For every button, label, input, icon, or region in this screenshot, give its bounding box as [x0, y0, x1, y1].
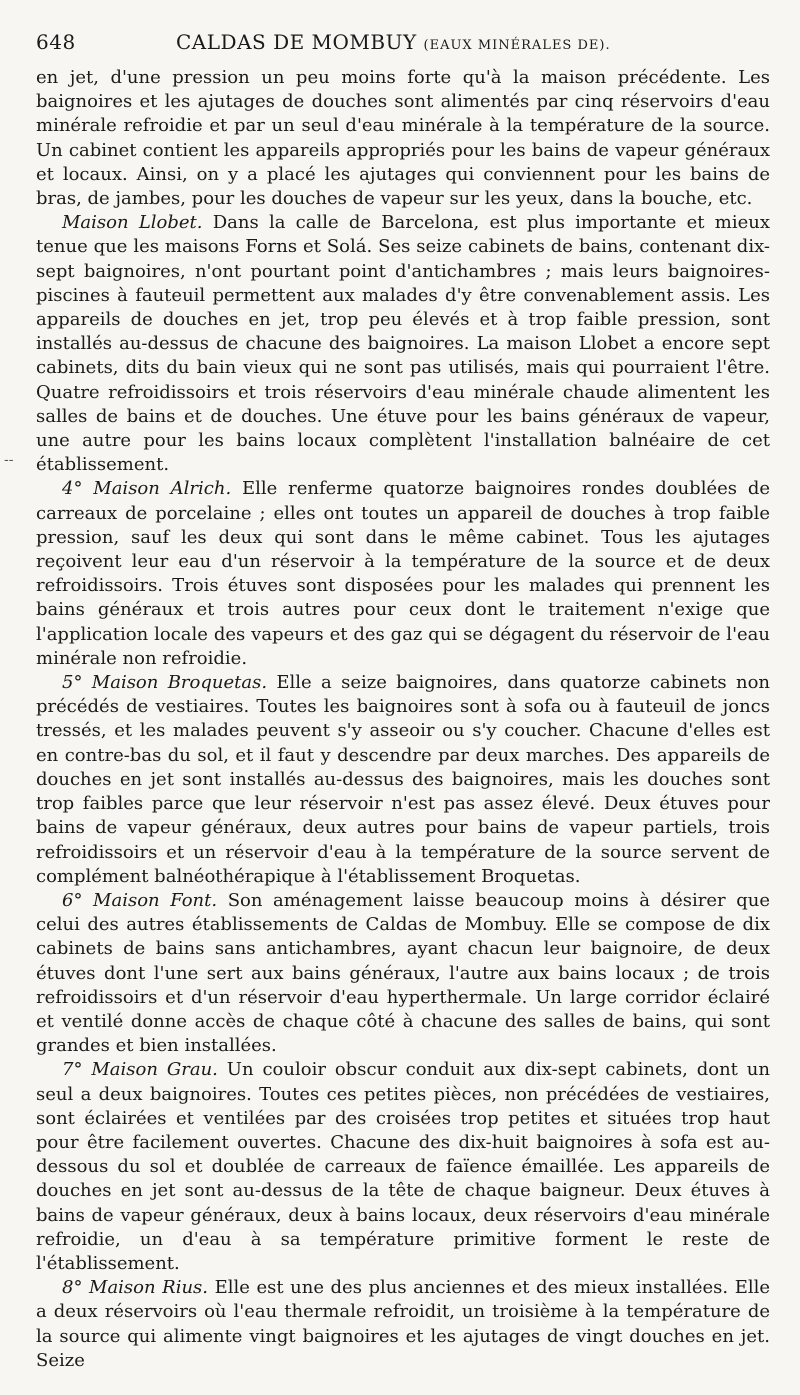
paragraph-lead: 4° Maison Alrich.	[62, 478, 232, 500]
paragraph-text: Son aménagement laisse beaucoup moins à désirer que celui des autres établissements de Caldas de Mombuy. Elle se compose de dix cabinets de bains sans antichambres, ayant chacun leur baignoire, de deux étuves dont l'une sert aux bains généraux, l'autre aux bains locaux ; de trois refroidissoirs et d'un réservoir d'eau hyperthermale. Un large corridor éclairé et ventilé donne accès de chaque côté à chacune des salles de bains, qui sont grandes et bien installées.	[36, 889, 770, 1057]
running-title-sub: (EAUX MINÉRALES DE).	[423, 38, 611, 53]
paragraph-continuation	[36, 66, 770, 211]
paragraph-text: Elle renferme quatorze baignoires rondes doublées de carreaux de porcelaine ; elles ont toutes un appareil de douches à trop faible pression, sauf les deux qui sont dans le même cabinet. Tous les ajutages reçoivent leur eau d'un réservoir à la température de la source et de deux refroidissoirs. Trois étuves sont disposées pour les malades qui prennent les bains généraux et trois autres pour ceux dont le traitement n'exige que l'application locale des vapeurs et des gaz qui se dégagent du réservoir de l'eau minérale non refroidie.	[36, 478, 770, 669]
paragraph-lead: 5° Maison Broquetas.	[62, 672, 268, 694]
running-title-main: CALDAS DE MOMBUY	[176, 30, 417, 54]
paragraph-text: Dans la calle de Barcelona, est plus importante et mieux tenue que les maisons Forns et Solá. Ses seize cabinets de bains, contenant dix-sept baignoires, n'ont pourtant point d'antichambres ; mais leurs baignoires-piscines à fauteuil permettent aux malades d'y être convenablement assis. Les appareils de douches en jet, trop peu élevés et à trop faible pression, sont installés au-dessus de chacune des baignoires. La maison Llobet a encore sept cabinets, dits du bain vieux qui ne sont pas utilisés, mais qui pourraient l'être. Quatre refroidissoirs et trois réservoirs d'eau minérale chaude alimentent les salles de bains et de douches. Une étuve pour les bains généraux de vapeur, une autre pour les bains locaux complètent l'installation balnéaire de cet établissement.	[36, 212, 770, 476]
paragraph-maison-broquetas	[36, 671, 770, 889]
paragraph-maison-grau	[36, 1058, 770, 1276]
margin-mark: --	[4, 452, 14, 468]
paragraph-text: Elle a seize baignoires, dans quatorze cabinets non précédés de vestiaires. Toutes les baignoires sont à sofa ou à fauteuil de joncs tressés, et les malades peuvent s'y asseoir ou s'y coucher. Chacune d'elles est en contre-bas du sol, et il faut y descendre par deux marches. Des appareils de douches en jet sont installés au-dessus des baignoires, mais les douches sont trop faibles parce que leur réservoir n'est pas assez élevé. Deux étuves pour bains de vapeur généraux, deux autres pour bains de vapeur partiels, trois refroidissoirs et un réservoir d'eau à la température de la source servent de complément balnéothérapique à l'établissement Broquetas.	[36, 672, 770, 887]
body-text	[36, 66, 770, 1373]
running-title	[176, 30, 611, 54]
page-number: 648	[36, 30, 76, 54]
paragraph-lead: 7° Maison Grau.	[62, 1059, 218, 1081]
paragraph-maison-rius	[36, 1276, 770, 1373]
running-head	[36, 30, 770, 66]
paragraph-text: en jet, d'une pression un peu moins forte qu'à la maison précédente. Les baignoires et les ajutages de douches sont alimentés par cinq réservoirs d'eau minérale refroidie et par un seul d'eau minérale à la température de la source. Un cabinet contient les appareils appropriés pour les bains de vapeur généraux et locaux. Ainsi, on y a placé les ajutages qui conviennent pour les bains de bras, de jambes, pour les douches de vapeur sur les yeux, dans la bouche, etc.	[36, 67, 770, 210]
paragraph-maison-llobet	[36, 211, 770, 477]
paragraph-text: Un couloir obscur conduit aux dix-sept cabinets, dont un seul a deux baignoires. Toutes ces petites pièces, non précédées de vestiaires, sont éclairées et ventilées par des croisées trop petites et situées trop haut pour être facilement ouvertes. Chacune des dix-huit baignoires à sofa est au-dessous du sol et doublée de carreaux de faïence émaillée. Les appareils de douches en jet sont au-dessus de la tête de chaque baigneur. Deux étuves à bains de vapeur généraux, deux à bains locaux, deux réservoirs d'eau minérale refroidie, un d'eau à sa température primitive forment le reste de l'établissement.	[36, 1059, 770, 1274]
paragraph-text: Elle est une des plus anciennes et des mieux installées. Elle a deux réservoirs où l'eau thermale refroidit, un troisième à la température de la source qui alimente vingt baignoires et les ajutages de vingt douches en jet. Seize	[36, 1277, 771, 1371]
paragraph-lead: 6° Maison Font.	[62, 889, 218, 911]
paragraph-maison-alrich	[36, 477, 770, 671]
paragraph-maison-font	[36, 889, 770, 1058]
paragraph-lead: 8° Maison Rius.	[62, 1277, 209, 1299]
paragraph-lead: Maison Llobet.	[62, 212, 203, 234]
